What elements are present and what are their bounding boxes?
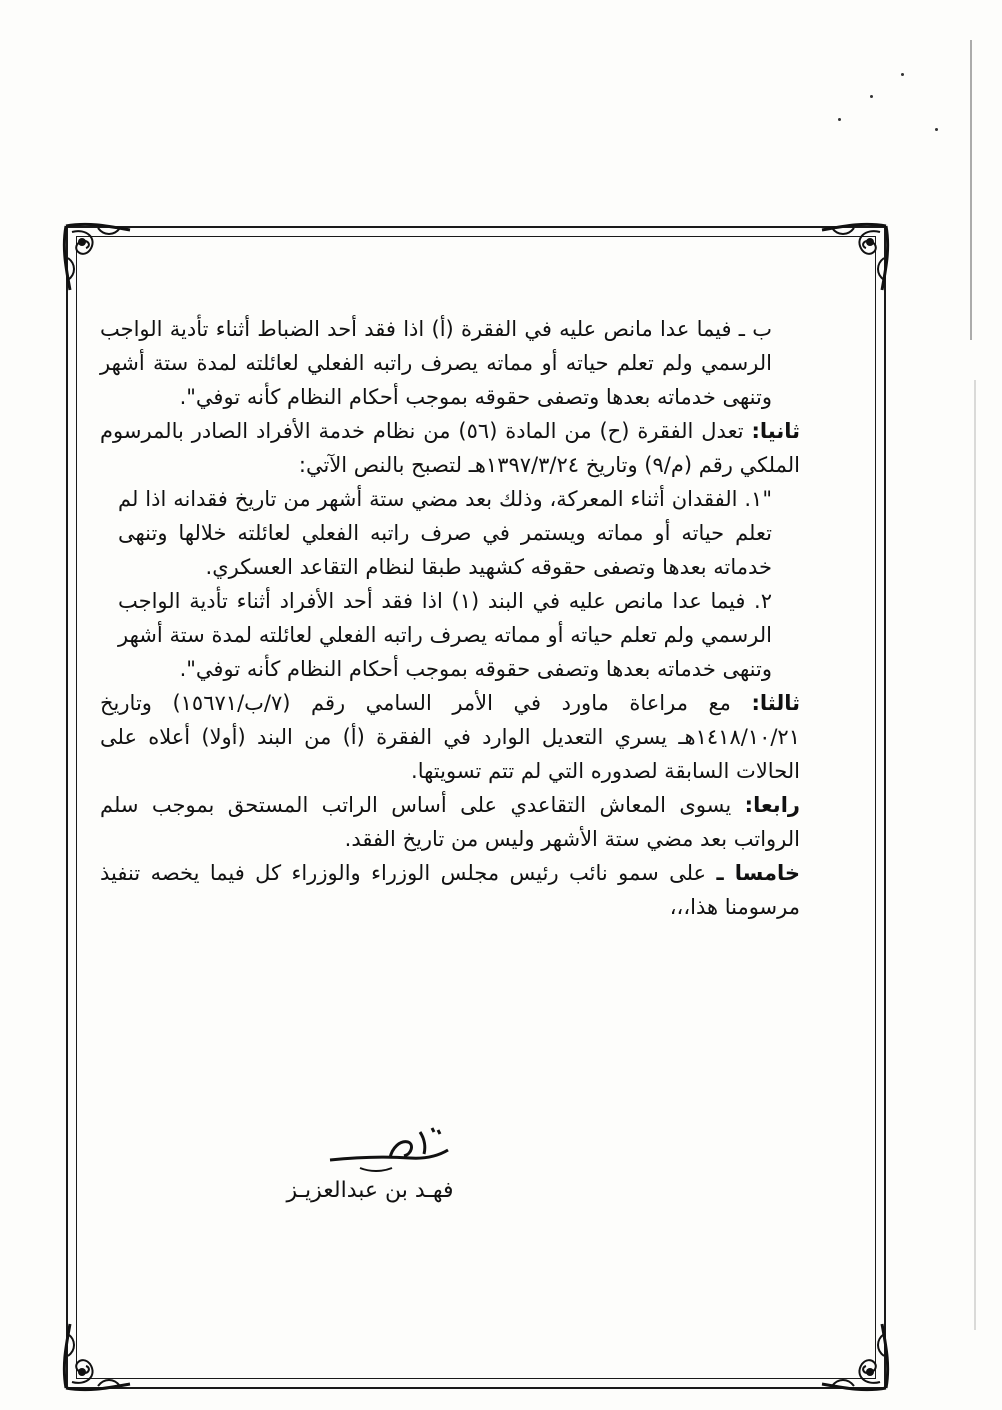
- frame-corner-ornament: [814, 218, 894, 298]
- section-second-item-2: ٢. فيما عدا مانص عليه في البند (١) اذا فقد أحد الأفراد أثناء تأدية الواجب الرسمي ولم تعلم حياته أو مماته يصرف راتبه الفعلي لعائلته لمدة ستة أشهر وتنهى خدماته بعدها وتصفى حقوقه بموجب أحكام النظام كأنه توفي".: [118, 589, 773, 681]
- section-third-text: مع مراعاة ماورد في الأمر السامي رقم (٧/ب/١٥٦٧١) وتاريخ ١٤١٨/١٠/٢١هـ يسري التعديل الوارد في الفقرة (أ) من البند (أولا) أعلاه على الحالات السابقة لصدوره التي لم تتم تسويتها.: [100, 691, 800, 783]
- scan-edge-artifact: [974, 380, 976, 1330]
- section-fifth: [100, 856, 800, 924]
- section-second-text: تعدل الفقرة (ح) من المادة (٥٦) من نظام خدمة الأفراد الصادر بالمرسوم الملكي رقم (م/٩) وتاريخ ١٣٩٧/٣/٢٤هـ لتصبح بالنص الآتي:: [100, 419, 800, 477]
- section-fourth-text: يسوى المعاش التقاعدي على أساس الراتب المستحق بموجب سلم الرواتب بعد مضي ستة الأشهر وليس من تاريخ الفقد.: [100, 793, 800, 851]
- section-second: [100, 414, 800, 482]
- section-fourth: [100, 788, 800, 856]
- section-third-label: ثالثا:: [751, 691, 800, 715]
- handwritten-signature: [320, 1120, 460, 1180]
- scan-speck: [901, 73, 904, 76]
- frame-corner-ornament: [58, 218, 138, 298]
- frame-corner-ornament: [814, 1316, 894, 1396]
- scan-edge-artifact: [970, 40, 972, 340]
- decree-body: [100, 312, 800, 924]
- scan-speck: [838, 118, 841, 121]
- frame-corner-ornament: [58, 1316, 138, 1396]
- section-fifth-label: خامسا ـ: [716, 861, 800, 885]
- section-second-item-1: "١. الفقدان أثناء المعركة، وذلك بعد مضي ستة أشهر من تاريخ فقدانه اذا لم تعلم حياته أو مماته ويستمر في صرف راتبه الفعلي لعائلته خلالها وتنهى خدماته بعدها وتصفى حقوقه كشهيد طبقا لنظام التقاعد العسكري.: [118, 487, 772, 579]
- section-fourth-label: رابعا:: [744, 793, 800, 817]
- section-fifth-text: على سمو نائب رئيس مجلس الوزراء والوزراء كل فيما يخصه تنفيذ مرسومنا هذا،،،: [100, 861, 800, 919]
- signature-block: [240, 1120, 540, 1220]
- paragraph-b: ب ـ فيما عدا مانص عليه في الفقرة (أ) اذا فقد أحد الضباط أثناء تأدية الواجب الرسمي ولم تعلم حياته أو مماته يصرف راتبه الفعلي لعائلته لمدة ستة أشهر وتنهى خدماته بعدها وتصفى حقوقه بموجب أحكام النظام كأنه توفي".: [100, 317, 772, 409]
- section-second-label: ثانيا:: [751, 419, 800, 443]
- scan-speck: [935, 128, 938, 131]
- signer-name: فهـد بن عبدالعزيـز: [286, 1178, 454, 1203]
- scan-speck: [870, 95, 873, 98]
- section-third: [100, 686, 800, 788]
